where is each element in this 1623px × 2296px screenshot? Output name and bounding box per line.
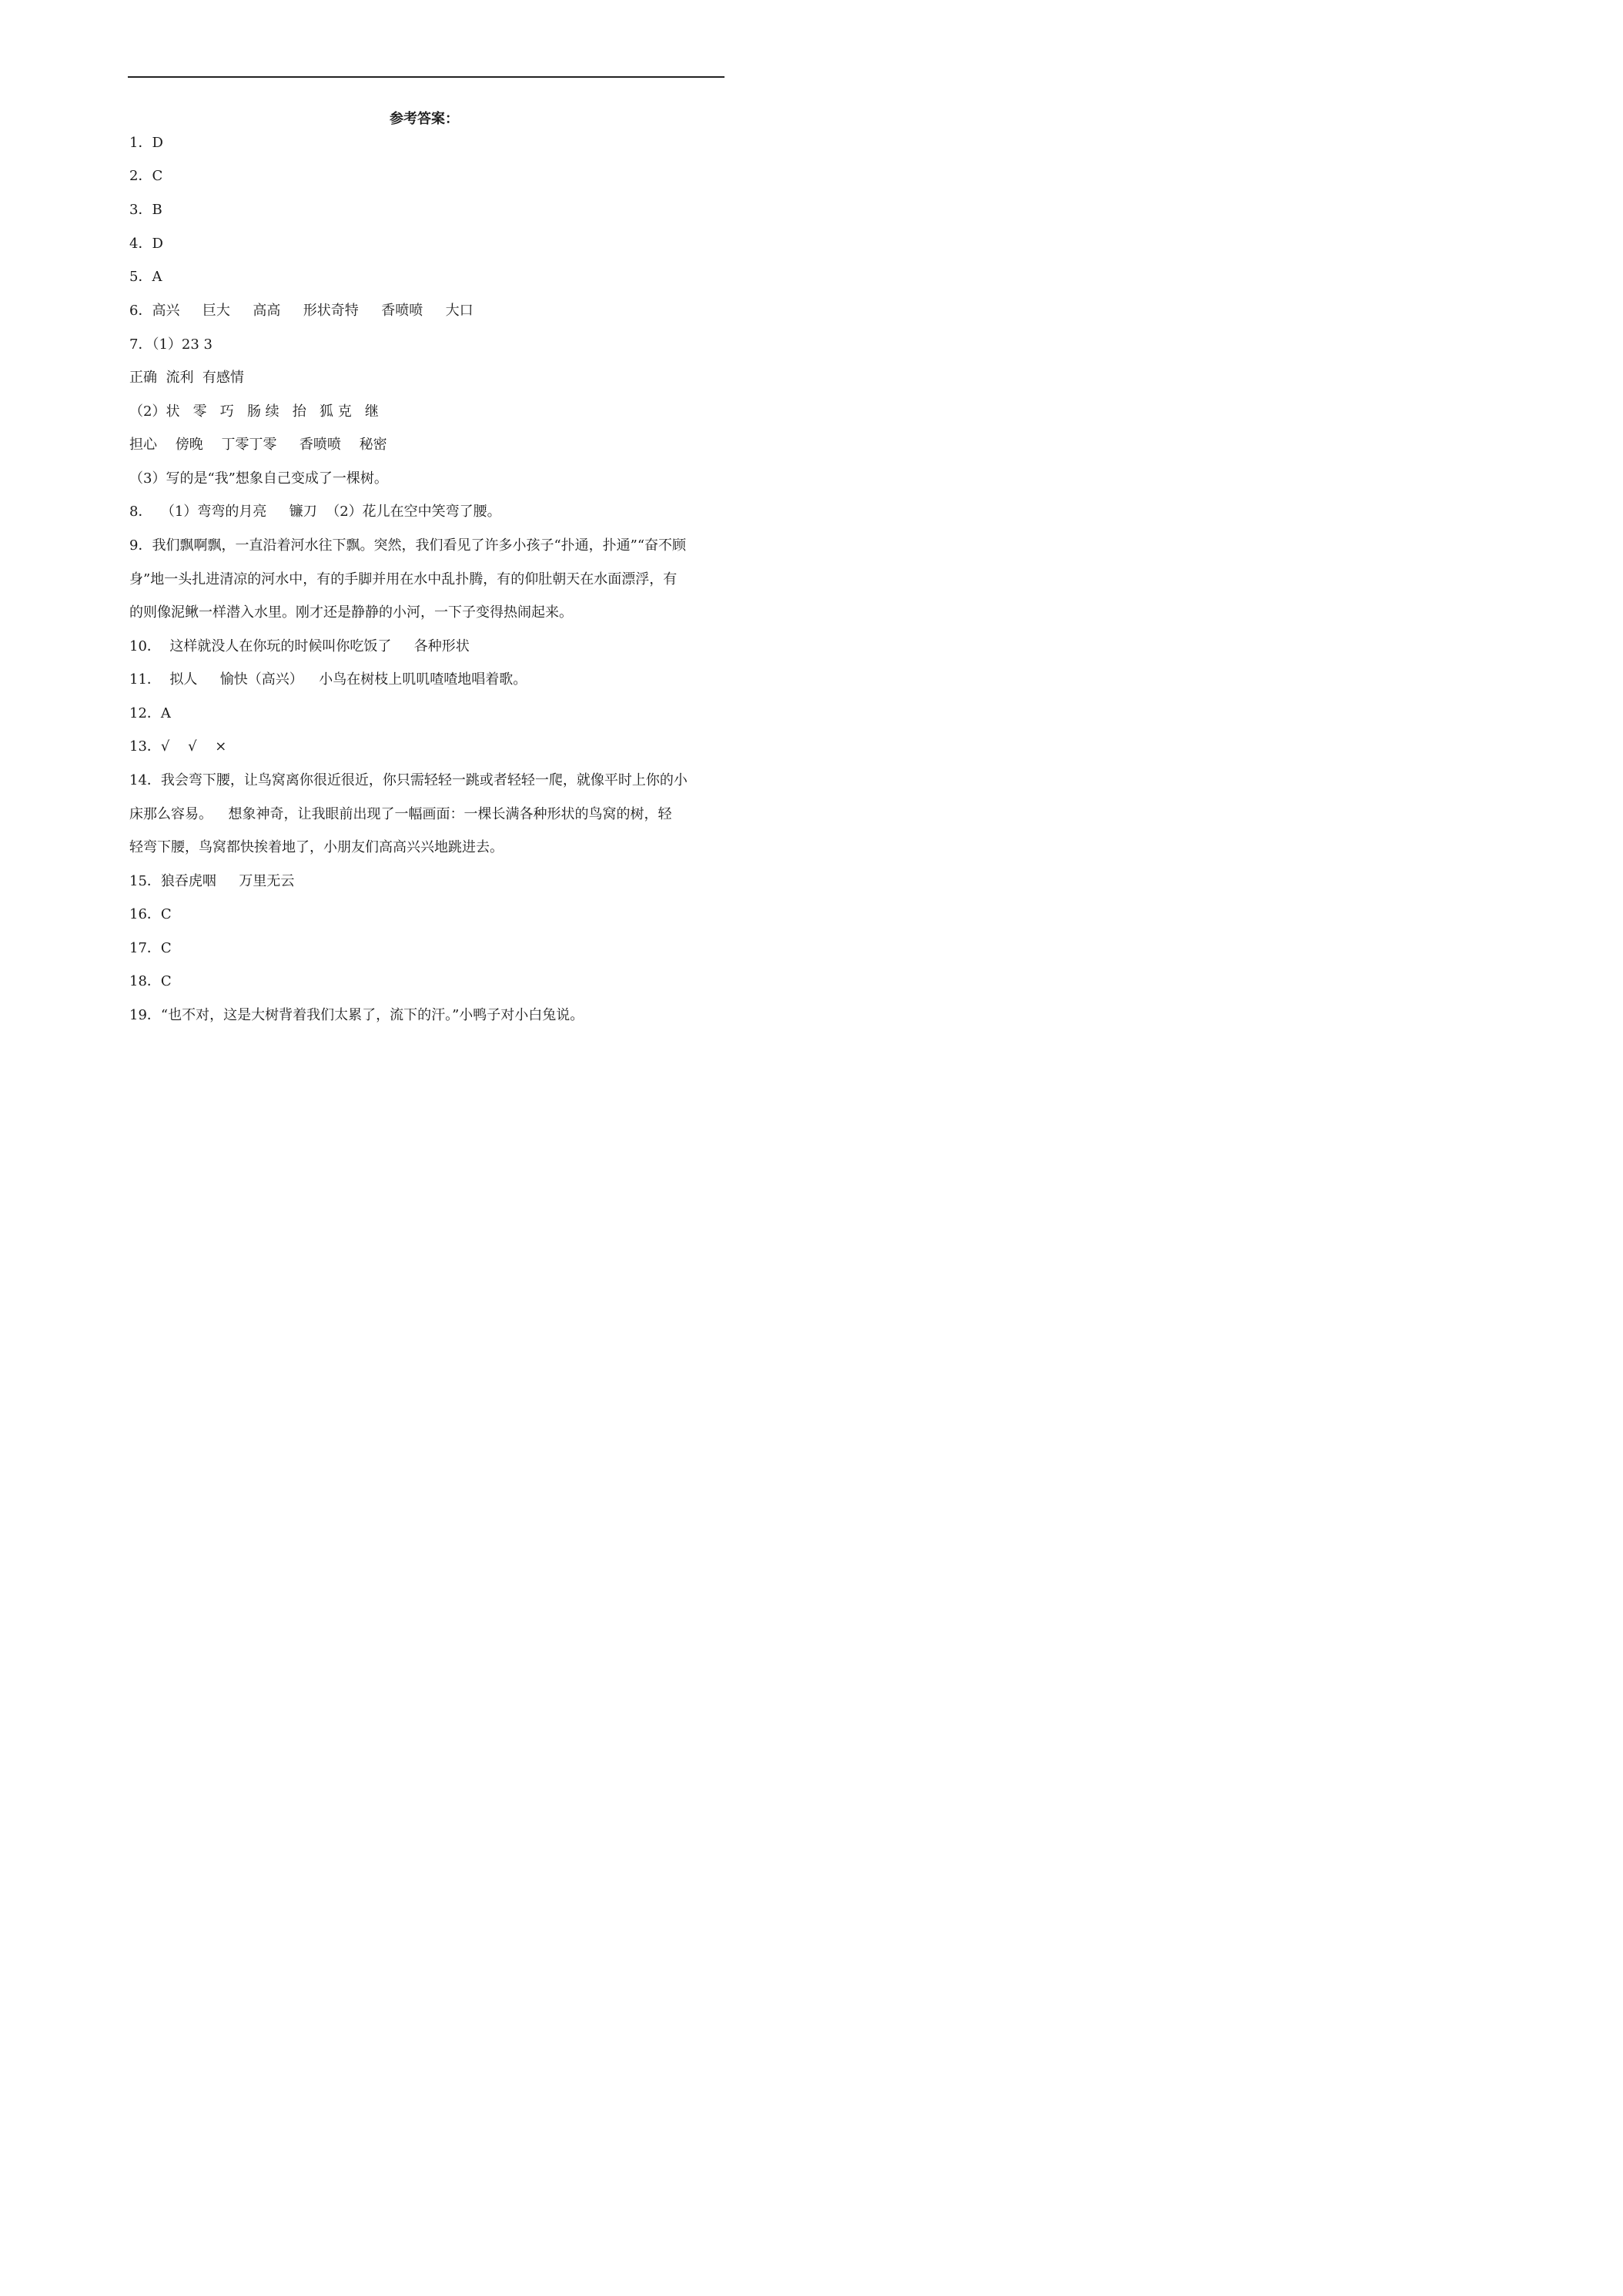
answer-line: （3）写的是“我”想象自己变成了一棵树。 (129, 470, 388, 487)
answer-line: 身”地一头扎进清凉的河水中，有的手脚并用在水中乱扑腾，有的仰肚朝天在水面漂浮，有 (129, 571, 678, 587)
answer-line: 7．（1）23 3 (129, 336, 212, 353)
answer-line: （2）状 零 巧 肠 续 抬 狐 克 继 (129, 403, 379, 420)
answer-line: 3．B (129, 202, 162, 218)
answer-line: 19．“也不对，这是大树背着我们太累了，流下的汗。”小鸭子对小白兔说。 (129, 1007, 584, 1023)
answer-line: 11． 拟人 愉快（高兴） 小鸟在树枝上叽叽喳喳地唱着歌。 (129, 671, 527, 688)
answer-page (0, 0, 848, 1200)
answer-line: 担心 傍晚 丁零丁零 香喷喷 秘密 (129, 437, 387, 453)
answer-line: 床那么容易。 想象神奇，让我眼前出现了一幅画面：一棵长满各种形状的鸟窝的树，轻 (129, 806, 672, 822)
answer-line: 10． 这样就没人在你玩的时候叫你吃饭了 各种形状 (129, 638, 470, 654)
answer-line: 的则像泥鳅一样潜入水里。刚才还是静静的小河，一下子变得热闹起来。 (129, 604, 573, 621)
answer-line: 18．C (129, 973, 172, 989)
answer-line: 6．高兴 巨大 高高 形状奇特 香喷喷 大口 (129, 303, 474, 319)
answer-line: 轻弯下腰，鸟窝都快挨着地了，小朋友们高高兴兴地跳进去。 (129, 839, 504, 855)
page-title: 参考答案： (390, 111, 459, 127)
answer-line: 9．我们飘啊飘，一直沿着河水往下飘。突然，我们看见了许多小孩子“扑通，扑通”“奋不顾 (129, 537, 687, 554)
answer-line: 4．D (129, 236, 163, 252)
answer-line: 1．D (129, 135, 163, 151)
answer-line: 12．A (129, 705, 171, 721)
answer-line: 13．√ √ × (129, 738, 227, 755)
answer-line: 17．C (129, 940, 172, 956)
answer-line: 5．A (129, 269, 162, 285)
answer-line: 2．C (129, 168, 163, 184)
header-rule (128, 76, 724, 78)
answer-line: 15．狼吞虎咽 万里无云 (129, 873, 295, 889)
answer-line: 16．C (129, 906, 172, 922)
answer-line: 正确 流利 有感情 (129, 370, 244, 386)
answer-line: 14．我会弯下腰，让鸟窝离你很近很近，你只需轻轻一跳或者轻轻一爬，就像平时上你的小 (129, 772, 688, 788)
answer-line: 8． （1）弯弯的月亮 镰刀 （2）花儿在空中笑弯了腰。 (129, 504, 501, 520)
